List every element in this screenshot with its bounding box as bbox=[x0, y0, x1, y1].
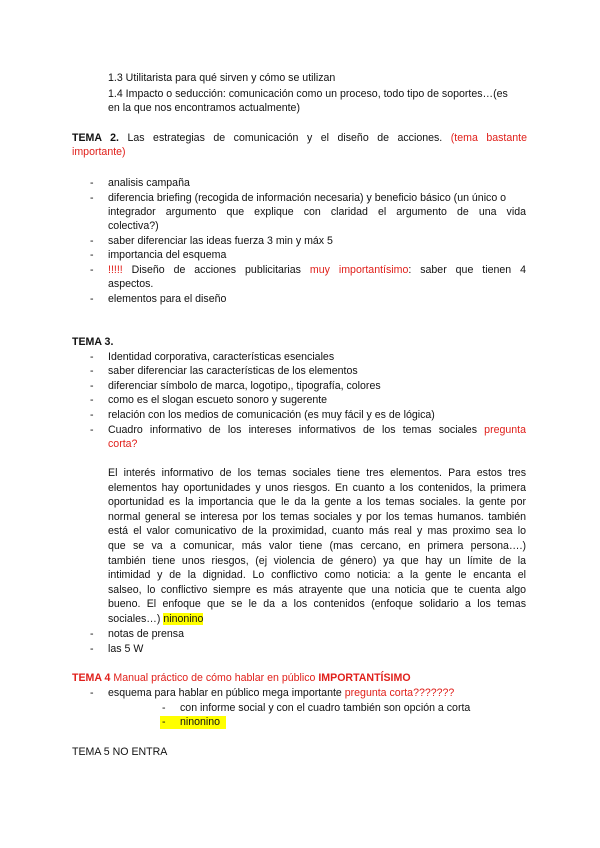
list-dash: - bbox=[90, 264, 94, 276]
intro-line-3: en la que nos encontramos actualmente) bbox=[108, 102, 300, 114]
tema4-item-esquema bbox=[108, 687, 454, 700]
cuadro-text: Cuadro informativo de los intereses informativos de los temas sociales bbox=[108, 424, 485, 436]
tema3-item-cuadro-cont: corta? bbox=[108, 438, 138, 450]
intro-line-2: 1.4 Impacto o seducción: comunicación como un proceso, todo tipo de soportes…(es bbox=[108, 88, 508, 100]
list-dash: - bbox=[90, 192, 94, 204]
tema3-item-medios: relación con los medios de comunicación (es muy fácil y es de lógica) bbox=[108, 409, 435, 421]
tema2-note: (tema bastante bbox=[450, 132, 527, 144]
tema3-item-5w: las 5 W bbox=[108, 643, 144, 655]
tema3-item-identidad: Identidad corporativa, características esenciales bbox=[108, 351, 335, 363]
list-dash: - bbox=[90, 687, 94, 699]
list-dash: - bbox=[90, 394, 94, 406]
intro-line-1: 1.3 Utilitarista para qué sirven y cómo se utilizan bbox=[108, 72, 336, 84]
tema3-item-simbolo: diferenciar símbolo de marca, logotipo,, tipografía, colores bbox=[108, 380, 381, 392]
list-dash: - bbox=[90, 351, 94, 363]
tema3-item-caracteristicas: saber diferenciar las características de los elementos bbox=[108, 365, 358, 377]
tema2-item-ideas: saber diferenciar las ideas fuerza 3 min y máx 5 bbox=[108, 235, 333, 247]
diseno-text: Diseño de acciones publicitarias bbox=[131, 264, 310, 276]
tema3-item-notas: notas de prensa bbox=[108, 628, 184, 640]
paragraph-line: también tiene unos riesgos, (ej violencia de género) ya que hay un límite de la bbox=[108, 555, 526, 567]
tema5-note: TEMA 5 NO ENTRA bbox=[72, 746, 168, 758]
list-dash: - bbox=[90, 235, 94, 247]
list-dash: - bbox=[162, 702, 166, 714]
list-dash: - bbox=[90, 365, 94, 377]
paragraph-line: intimidad y de la dignidad. Lo conflictivo como noticia: a la gente le encanta el bbox=[108, 569, 526, 581]
tema2-item-esquema: importancia del esquema bbox=[108, 249, 227, 261]
list-dash: - bbox=[90, 409, 94, 421]
list-dash: - bbox=[90, 293, 94, 305]
paragraph-line: bueno. El enfoque que se le da a los contenidos (enfoque solidario a los temas bbox=[108, 598, 526, 610]
muy-importante: muy importantísimo bbox=[309, 264, 409, 276]
esquema-text: esquema para hablar en público mega importante bbox=[108, 687, 345, 699]
diseno-text-end: : saber que tienen 4 bbox=[408, 264, 526, 276]
list-dash: - bbox=[90, 424, 94, 436]
tema4-label: TEMA 4 bbox=[72, 672, 111, 684]
tema4-subitem-informe: con informe social y con el cuadro también son opción a corta bbox=[180, 702, 471, 714]
tema2-item-briefing-cont: integrador argumento que explique con claridad el argumento de una vida bbox=[108, 206, 526, 218]
paragraph-line-last bbox=[108, 613, 203, 626]
tema4-subitem-ninonino bbox=[160, 716, 226, 729]
paragraph-end-text: sociales…) bbox=[108, 613, 164, 625]
paragraph-line: El interés informativo de los temas sociales tiene tres elementos. Para estos tres bbox=[108, 467, 526, 479]
tema3-item-cuadro bbox=[108, 424, 526, 437]
tema2-item-elementos: elementos para el diseño bbox=[108, 293, 227, 305]
tema4-emphasis: IMPORTANTÍSIMO bbox=[318, 672, 411, 684]
highlight-ninonino: ninonino bbox=[163, 613, 204, 625]
paragraph-line: que se va a comunicar, más valor tiene (mas cercano, en primera persona….) bbox=[108, 540, 526, 552]
tema2-note-cont: importante) bbox=[72, 146, 126, 158]
tema2-heading bbox=[72, 132, 527, 145]
tema3-item-slogan: como es el slogan escueto sonoro y sugerente bbox=[108, 394, 328, 406]
tema2-item-briefing: diferencia briefing (recogida de información necesaria) y beneficio básico (un único o bbox=[108, 192, 507, 204]
exclamation-marks: !!!!! bbox=[108, 264, 132, 276]
tema2-item-diseno-cont: aspectos. bbox=[108, 278, 154, 290]
ninonino-text: ninonino bbox=[180, 716, 221, 728]
tema2-item-diseno-acciones bbox=[108, 264, 526, 277]
pregunta-corta: pregunta corta??????? bbox=[344, 687, 455, 699]
list-dash: - bbox=[162, 716, 166, 728]
paragraph-line: normal general se interesa por los temas sociales y por los temas humanos. también bbox=[108, 511, 526, 523]
list-dash: - bbox=[90, 177, 94, 189]
paragraph-line: elementos hay oportunidades y unos riesgos. En cuanto a los contenidos, la primera bbox=[108, 482, 526, 494]
paragraph-line: salseo, lo conflictivo siempre es más atrayente que una noticia que te cuenta algo bbox=[108, 584, 526, 596]
tema4-title: Manual práctico de cómo hablar en público bbox=[110, 672, 319, 684]
list-dash: - bbox=[90, 628, 94, 640]
list-dash: - bbox=[90, 249, 94, 261]
list-dash: - bbox=[90, 643, 94, 655]
pregunta-label: pregunta bbox=[484, 424, 526, 436]
tema2-title: Las estrategias de comunicación y el diseño de acciones. bbox=[118, 132, 451, 144]
list-dash: - bbox=[90, 380, 94, 392]
tema2-item-analisis: analisis campaña bbox=[108, 177, 190, 189]
tema2-item-briefing-end: colectiva?) bbox=[108, 220, 159, 232]
tema2-label: TEMA 2. bbox=[72, 132, 119, 144]
tema3-heading: TEMA 3. bbox=[72, 336, 114, 348]
paragraph-line: oportunidad es la importancia que le da la gente a los temas sociales. la gente por bbox=[108, 496, 526, 508]
tema4-heading bbox=[72, 672, 411, 685]
paragraph-line: está el valor comunicativo de la proximidad, cuanto más real y mas proximo sea lo bbox=[108, 525, 526, 537]
